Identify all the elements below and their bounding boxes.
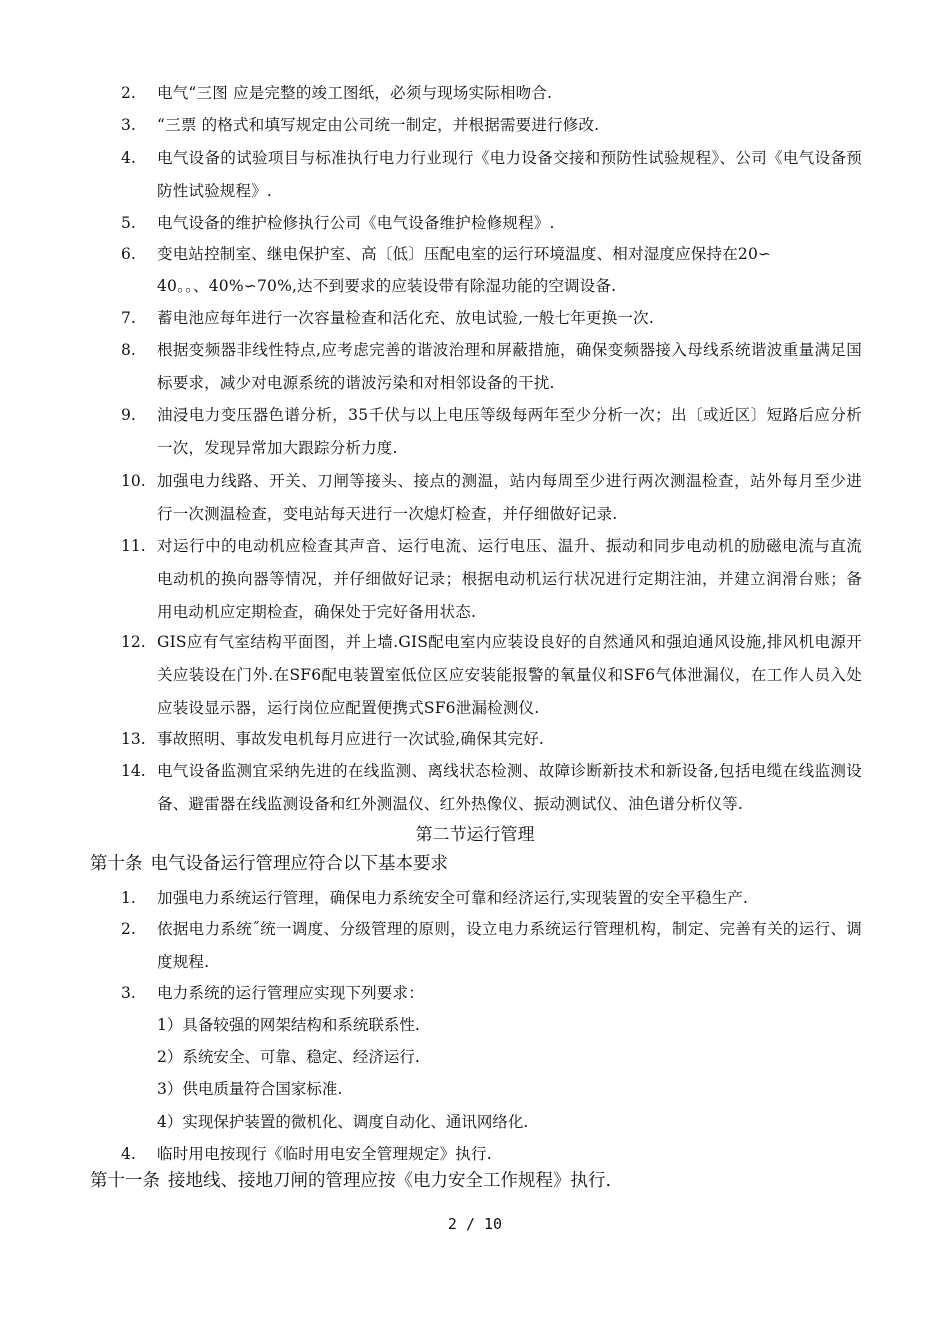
page-number: 2 / 10 [447,1215,503,1233]
item-number: 14. [121,762,146,780]
item-number: 12. [121,633,146,651]
item-text: 蓄电池应每年进行一次容量检查和活化充、放电试验,一般七年更换一次. [157,309,654,327]
article-heading [90,849,870,879]
item-text: “三票 的格式和填写规定由公司统一制定，并根据需要进行修改. [157,116,600,134]
sub-list-item: 1）具备较强的网架结构和系统联系性. [157,1016,420,1034]
item-text: 电力系统的运行管理应实现下列要求： [157,984,424,1002]
item-text: 临时用电按现行《临时用电安全管理规定》执行. [157,1145,492,1163]
item-text: 电气设备的试验项目与标准执行电力行业现行《电力设备交接和预防性试验规程》、公司《电气设备预防性试验规程》. [157,149,862,200]
section-title: 第二节运行管理 [415,825,535,845]
item-text: 电气设备监测宜采纳先进的在线监测、离线状态检测、故障诊断新技术和新设备,包括电缆在线监测设备、避雷器在线监测设备和红外测温仪、红外热像仪、振动测试仪、油色谱分析仪等. [157,762,862,813]
item-number: 4. [121,149,136,167]
item-number: 3. [121,984,136,1002]
item-text: 对运行中的电动机应检查其声音、运行电流、运行电压、温升、振动和同步电动机的励磁电流与直流电动机的换向器等情况，并仔细做好记录；根据电动机运行状况进行定期注油，并建立润滑台账；备用电动机应定期检查，确保处于完好备用状态. [157,537,862,621]
article-text: 接地线、接地刀闸的管理应按《电力安全工作规程》执行. [168,1171,612,1191]
item-number: 2. [121,920,136,938]
item-text: 变电站控制室、继电保护室、高〔低〕压配电室的运行环境温度、相对湿度应保持在20∽ [157,245,772,263]
item-number: 10. [121,472,146,490]
item-text: 电气“三图 应是完整的竣工图纸，必须与现场实际相吻合. [157,84,553,102]
item-number: 4. [121,1145,136,1163]
item-number: 7. [121,309,136,327]
item-text: 依据电力系统˝统一调度、分级管理的原则，设立电力系统运行管理机构，制定、完善有关的运行、调度规程. [157,920,862,971]
item-number: 6. [121,245,136,263]
item-text: 加强电力线路、开关、刀闸等接头、接点的测温，站内每周至少进行两次测温检查，站外每月至少进行一次测温检查，变电站每天进行一次熄灯检查，并仔细做好记录. [157,472,862,523]
article-label: 第十一条 [90,1171,160,1191]
item-text: 电气设备的维护检修执行公司《电气设备维护检修规程》. [157,214,555,232]
article-label: 第十条 [90,854,143,874]
item-text: 油浸电力变压器色谱分析，35千伏与以上电压等级每两年至少分析一次；出〔或近区〕短路后应分析一次，发现异常加大跟踪分析力度. [157,406,862,457]
item-number: 13. [121,730,146,748]
item-text: 根据变频器非线性特点,应考虑完善的谐波治理和屏蔽措施，确保变频器接入母线系统谐波重量满足国标要求，减少对电源系统的谐波污染和对相邻设备的干扰. [157,341,862,392]
item-number: 3. [121,116,136,134]
sub-list-item: 4）实现保护装置的微机化、调度自动化、通讯网络化. [157,1113,529,1131]
item-number: 9. [121,406,136,424]
sub-list-item: 2）系统安全、可靠、稳定、经济运行. [157,1048,420,1066]
item-text: GIS应有气室结构平面图，并上墙.GIS配电室内应装设良好的自然通风和强迫通风设施,排风机电源开关应装设在门外.在SF6配电装置室低位区应安装能报警的氧量仪和SF6气体泄漏仪，在工作人员入处应装设显示器，运行岗位应配置便携式SF6泄漏检测仪. [157,633,862,717]
item-text: 事故照明、事故发电机每月应进行一次试验,确保其完好. [157,730,545,748]
item-number: 11. [121,537,146,555]
item-text-continued: 40。。、40%∽70%,达不到要求的应装设带有除湿功能的空调设备. [157,277,617,295]
article-text: 电气设备运行管理应符合以下基本要求 [150,854,448,874]
article-heading [90,1166,870,1196]
item-number: 5. [121,214,136,232]
item-text: 加强电力系统运行管理，确保电力系统安全可靠和经济运行,实现装置的安全平稳生产. [157,889,749,907]
item-number: 8. [121,341,136,359]
item-number: 1. [121,889,136,907]
item-number: 2. [121,84,136,102]
sub-list-item: 3）供电质量符合国家标准. [157,1080,343,1098]
